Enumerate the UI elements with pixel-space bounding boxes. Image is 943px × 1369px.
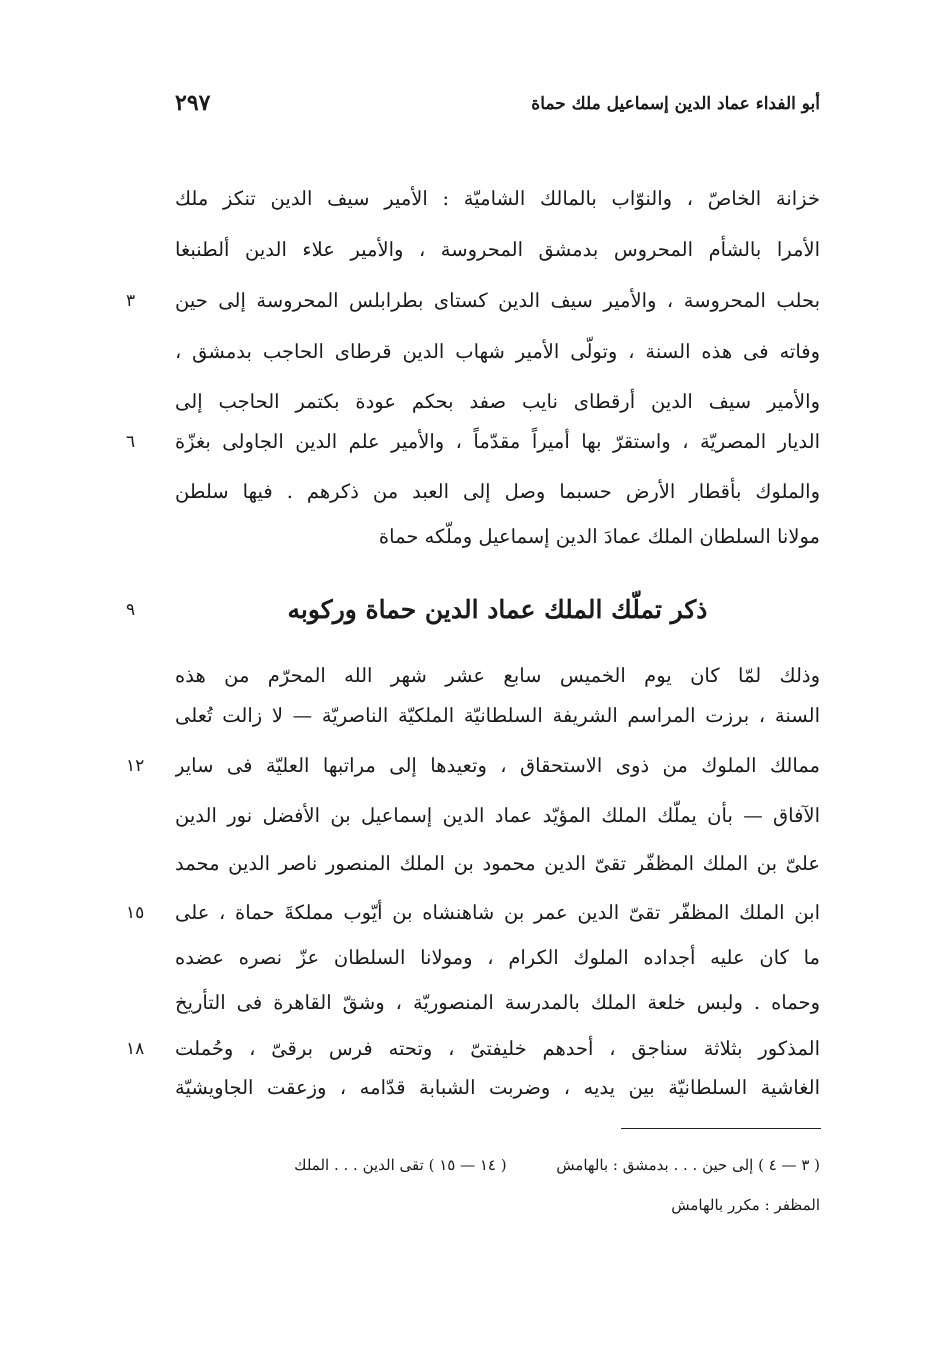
- text-line: مولانا السلطان الملك عمادَ الدين إسماعيل وملّكه حماة: [378, 525, 820, 548]
- text-line: المذكور بثلاثة سناجق ، أحدهم خليفتىّ ، وتحته فرس برقىّ ، وحُملت: [175, 1037, 820, 1060]
- footnote-line: [175, 1190, 820, 1220]
- text-line: وحماه . ولبس خلعة الملك بالمدرسة المنصوريّة ، وشقّ القاهرة فى التأريخ: [175, 991, 820, 1014]
- text-line: علىّ بن الملك المظفّر تقىّ الدين محمود بن الملك المنصور ناصر الدين محمد: [175, 852, 820, 875]
- line-number: ٩: [126, 600, 136, 620]
- page-header: [175, 90, 820, 124]
- footnote-line: [175, 1150, 820, 1180]
- line-number: ٣: [126, 291, 136, 311]
- text-line: ما كان عليه أجداده الملوك الكرام ، ومولانا السلطان عزّ نصره عضده: [175, 946, 820, 969]
- footnote-rule: [621, 1128, 821, 1129]
- line-number: ١٨: [126, 1039, 145, 1059]
- footnote: ( ٣ — ٤ ) إلى حين . . . بدمشق : بالهامش: [556, 1156, 820, 1174]
- text-line: بحلب المحروسة ، والأمير سيف الدين كستاى بطرابلس المحروسة إلى حين: [175, 289, 820, 312]
- footnote-continued: المظفر : مكرر بالهامش: [671, 1196, 820, 1214]
- text-line: والأمير سيف الدين أرقطاى نايب صفد بحكم عودة بكتمر الحاجب إلى: [175, 390, 820, 413]
- line-number: ١٥: [126, 903, 145, 923]
- text-line: الديار المصريّة ، واستقرّ بها أميراً مقدّماً ، والأمير علم الدين الجاولى بغزّة: [175, 430, 820, 453]
- text-line: الأمرا بالشأم المحروس بدمشق المحروسة ، والأمير علاء الدين ألطنبغا: [175, 238, 820, 261]
- page-number: ٢٩٧: [175, 90, 211, 116]
- text-line: وذلك لمّا كان يوم الخميس سابع عشر شهر الله المحرّم من هذه: [175, 664, 820, 687]
- text-line: الآفاق — بأن يملّك الملك المؤيّد عماد الدين إسماعيل بن الأفضل نور الدين: [175, 804, 820, 827]
- line-number: ٦: [126, 432, 136, 452]
- text-line: ابن الملك المظفّر تقىّ الدين عمر بن شاهنشاه بن أيّوب مملكةَ حماة ، على: [175, 901, 820, 924]
- section-heading: ذكر تملّك الملك عماد الدين حماة وركوبه: [287, 595, 708, 624]
- running-title: أبو الفداء عماد الدين إسماعيل ملك حماة: [531, 94, 820, 114]
- text-line: خزانة الخاصّ ، والنوّاب بالمالك الشاميّة : الأمير سيف الدين تنكز ملك: [175, 187, 820, 210]
- text-line: السنة ، برزت المراسم الشريفة السلطانيّة الملكيّة الناصريّة — لا زالت تُعلى: [175, 704, 820, 727]
- text-line: وفاته فى هذه السنة ، وتولّى الأمير شهاب الدين قرطاى الحاجب بدمشق ،: [175, 340, 820, 363]
- line-number: ١٢: [126, 756, 145, 776]
- text-line: ممالك الملوك من ذوى الاستحقاق ، وتعيدها إلى مراتبها العليّة فى ساير: [175, 754, 820, 777]
- footnote: ( ١٤ — ١٥ ) تقى الدين . . . الملك: [294, 1156, 507, 1174]
- text-line: الغاشية السلطانيّة بين يديه ، وضربت الشبابة قدّامه ، وزعقت الجاويشيّة: [175, 1076, 820, 1099]
- text-line: والملوك بأقطار الأرض حسبما وصل إلى العبد من ذكرهم . فيها سلطن: [175, 480, 820, 503]
